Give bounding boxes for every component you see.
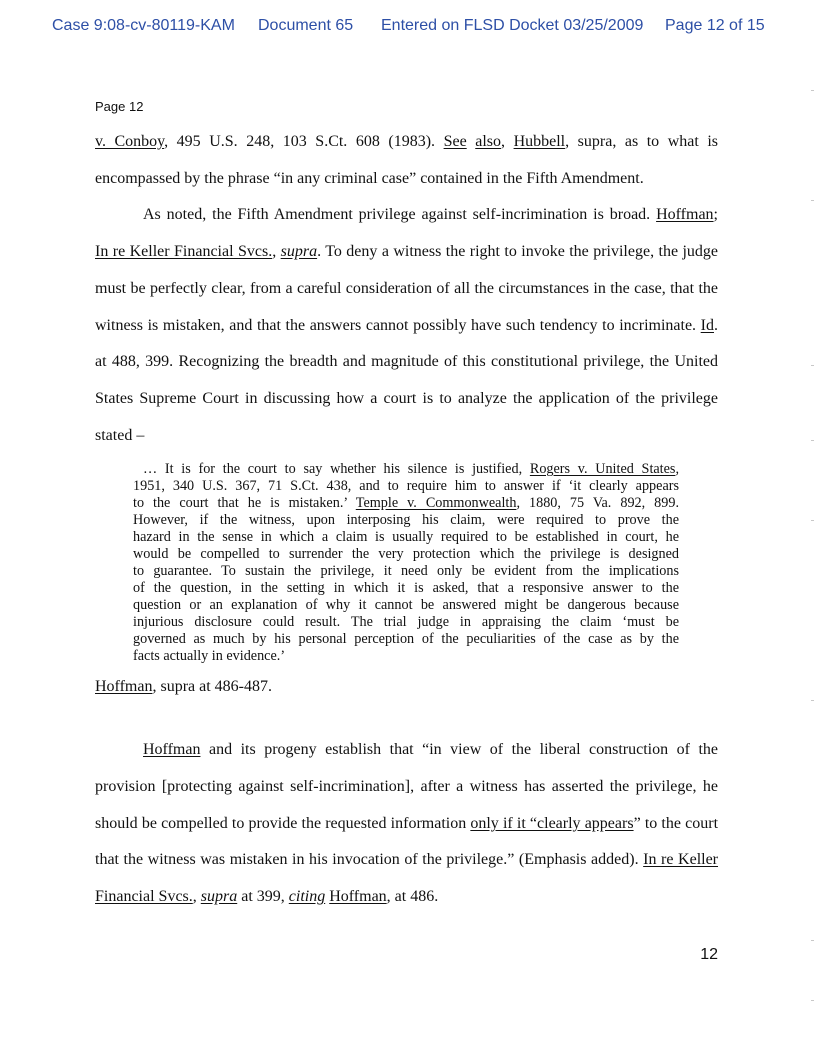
paragraph-2-line-7: stated – <box>95 427 145 444</box>
quote-line-9: question or an explanation of why it cannot be answered might be dangerous because <box>133 597 679 613</box>
quote-line-2: 1951, 340 U.S. 367, 71 S.Ct. 438, and to require him to answer if ‘it clearly appears <box>133 478 679 494</box>
quote-line-5: hazard in the sense in which a claim is usually required to be established in court, he <box>133 529 679 545</box>
quote-line-12: facts actually in evidence.’ <box>133 648 286 664</box>
scan-edge-marks <box>808 0 816 1056</box>
quote-line-11: governed as much by his personal perception of the peculiarities of the case as by the <box>133 631 679 647</box>
page-label: Page 12 <box>95 99 144 114</box>
page-number: 12 <box>700 946 718 963</box>
paragraph-2-line-1: As noted, the Fifth Amendment privilege against self-incrimination is broad. Hoffman; <box>143 206 718 223</box>
quote-line-1: … It is for the court to say whether his silence is justified, Rogers v. United States, <box>143 461 679 477</box>
paragraph-3-line-1: Hoffman and its progeny establish that “in view of the liberal construction of the <box>143 741 718 758</box>
header-page-count: Page 12 of 15 <box>665 17 765 34</box>
quote-line-8: of the question, in the setting in which it is asked, that a responsive answer to the <box>133 580 679 596</box>
paragraph-3-line-4: that the witness was mistaken in his invocation of the privilege.” (Emphasis added). In re Keller <box>95 851 719 868</box>
header-docket-entry: Entered on FLSD Docket 03/25/2009 <box>381 17 644 34</box>
header-case-number: Case 9:08-cv-80119-KAM <box>52 17 235 34</box>
quote-citation: Hoffman, supra at 486-487. <box>95 678 272 695</box>
paragraph-1-line-2: encompassed by the phrase “in any criminal case” contained in the Fifth Amendment. <box>95 170 644 187</box>
quote-line-6: would be compelled to surrender the very protection which the privilege is designed <box>133 546 679 562</box>
quote-line-4: However, if the witness, upon interposing his claim, were required to prove the <box>133 512 679 528</box>
docket-header <box>0 17 816 39</box>
paragraph-2-line-6: States Supreme Court in discussing how a court is to analyze the application of the privilege <box>95 390 718 407</box>
quote-line-3: to the court that he is mistaken.’ Temple v. Commonwealth, 1880, 75 Va. 892, 899. <box>133 495 679 511</box>
paragraph-3-line-5: Financial Svcs., supra at 399, citing Hoffman, at 486. <box>95 888 439 905</box>
paragraph-2-line-3: must be perfectly clear, from a careful consideration of all the circumstances in the case, that the <box>95 280 718 297</box>
paragraph-3-line-3: should be compelled to provide the requested information only if it “clearly appears” to the court <box>95 815 719 832</box>
quote-line-10: injurious disclosure could result. The trial judge in appraising the claim ‘must be <box>133 614 679 630</box>
paragraph-1-line-1: v. Conboy, 495 U.S. 248, 103 S.Ct. 608 (1983). See also, Hubbell, supra, as to what is <box>95 133 719 150</box>
quote-line-7: to guarantee. To sustain the privilege, it need only be evident from the implications <box>133 563 679 579</box>
paragraph-3-line-2: provision [protecting against self-incrimination], after a witness has asserted the privilege, he <box>95 778 718 795</box>
paragraph-2-line-4: witness is mistaken, and that the answers cannot possibly have such tendency to incriminate. Id. <box>95 317 718 334</box>
paragraph-2-line-5: at 488, 399. Recognizing the breadth and magnitude of this constitutional privilege, the United <box>95 353 718 370</box>
paragraph-2-line-2: In re Keller Financial Svcs., supra. To deny a witness the right to invoke the privilege, the judge <box>95 243 719 260</box>
header-document-number: Document 65 <box>258 17 354 34</box>
